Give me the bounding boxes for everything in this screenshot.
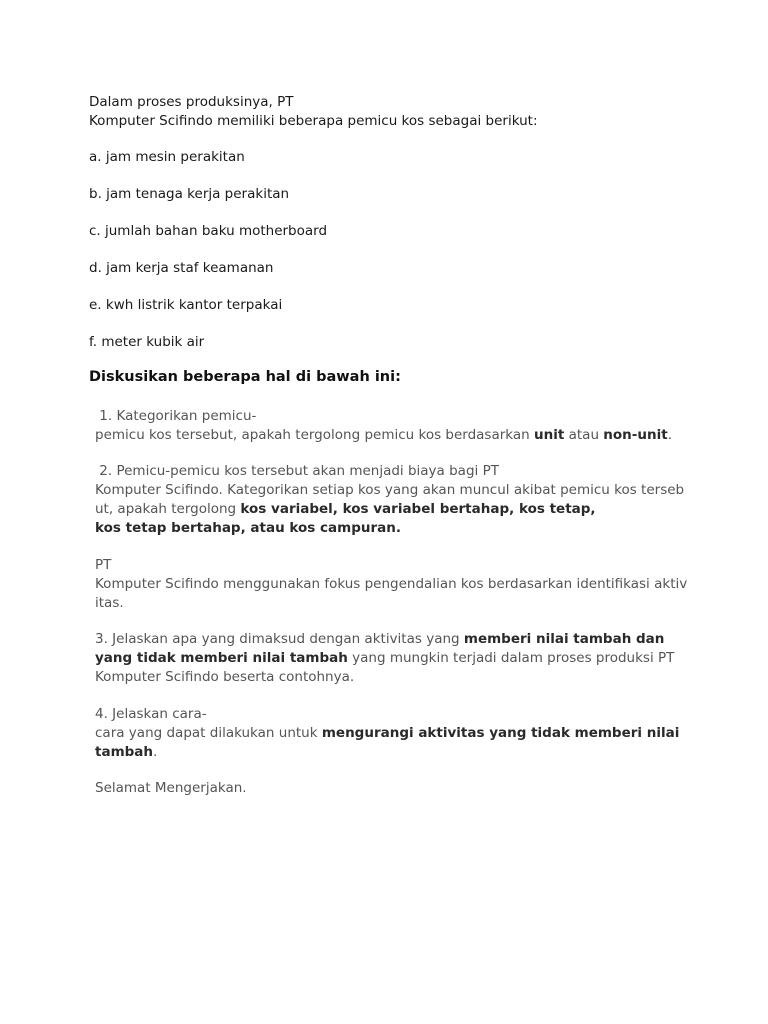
question-3-line-1 (95, 630, 695, 649)
cost-driver-list (89, 148, 729, 370)
question-2 (95, 462, 695, 538)
pt-note-line-1: PT (95, 557, 112, 573)
list-item: f. meter kubik air (89, 334, 205, 350)
question-3-text: 3. Jelaskan apa yang dimaksud dengan aktivitas yang (95, 631, 464, 647)
question-2-line-3 (95, 500, 695, 519)
pt-note-line-3: itas. (95, 595, 124, 611)
list-item: b. jam tenaga kerja perakitan (89, 186, 290, 202)
question-2-line-1: 2. Pemicu-pemicu kos tersebut akan menjadi biaya bagi PT (95, 463, 499, 479)
question-1-line-1: 1. Kategorikan pemicu- (95, 408, 257, 424)
discussion-heading: Diskusikan beberapa hal di bawah ini: (89, 369, 401, 385)
question-4-line-1: 4. Jelaskan cara- (95, 706, 207, 722)
question-4-bold-1: mengurangi aktivitas yang tidak memberi nilai (321, 725, 680, 741)
intro-line-1: Dalam proses produksinya, PT (89, 94, 294, 110)
question-1-line-2 (95, 426, 695, 445)
pt-note-line-2: Komputer Scifindo menggunakan fokus pengendalian kos berdasarkan identifikasi aktiv (95, 576, 688, 592)
question-2-line-2: Komputer Scifindo. Kategorikan setiap kos yang akan muncul akibat pemicu kos terseb (95, 482, 685, 498)
list-item: c. jumlah bahan baku motherboard (89, 223, 328, 239)
question-2-line-4 (95, 519, 695, 538)
question-2-categories-cont: kos tetap bertahap, atau kos campuran. (95, 520, 401, 536)
intro-line-2: Komputer Scifindo memiliki beberapa pemicu kos sebagai berikut: (89, 113, 538, 129)
list-item: e. kwh listrik kantor terpakai (89, 297, 283, 313)
question-4-bold-2: tambah (95, 744, 154, 760)
question-3-bold-1: memberi nilai tambah dan (463, 631, 665, 647)
question-1-unit: unit (534, 427, 565, 443)
question-1-end: . (667, 427, 672, 443)
question-3-line-3: Komputer Scifindo beserta contohnya. (95, 669, 355, 685)
intro-paragraph (89, 93, 729, 131)
question-3-text-2: yang mungkin terjadi dalam proses produksi PT (347, 650, 675, 666)
question-4-line-3 (95, 743, 695, 762)
question-3-line-2 (95, 649, 695, 668)
question-2-categories: kos variabel, kos variabel bertahap, kos tetap, (240, 501, 596, 517)
question-2-text: ut, apakah tergolong (95, 501, 241, 517)
closing-text: Selamat Mengerjakan. (95, 780, 247, 796)
question-4-line-2 (95, 724, 695, 743)
question-1 (95, 407, 695, 445)
question-4-end: . (153, 744, 158, 760)
question-1-non-unit: non-unit (603, 427, 668, 443)
question-1-text: pemicu kos tersebut, apakah tergolong pemicu kos berdasarkan (95, 427, 534, 443)
question-4 (95, 705, 695, 762)
pt-note (95, 556, 695, 613)
question-4-text: cara yang dapat dilakukan untuk (95, 725, 322, 741)
list-item: d. jam kerja staf keamanan (89, 260, 274, 276)
list-item: a. jam mesin perakitan (89, 149, 245, 165)
question-1-or: atau (564, 427, 604, 443)
question-3-bold-2: yang tidak memberi nilai tambah (95, 650, 348, 666)
question-3 (95, 630, 695, 687)
